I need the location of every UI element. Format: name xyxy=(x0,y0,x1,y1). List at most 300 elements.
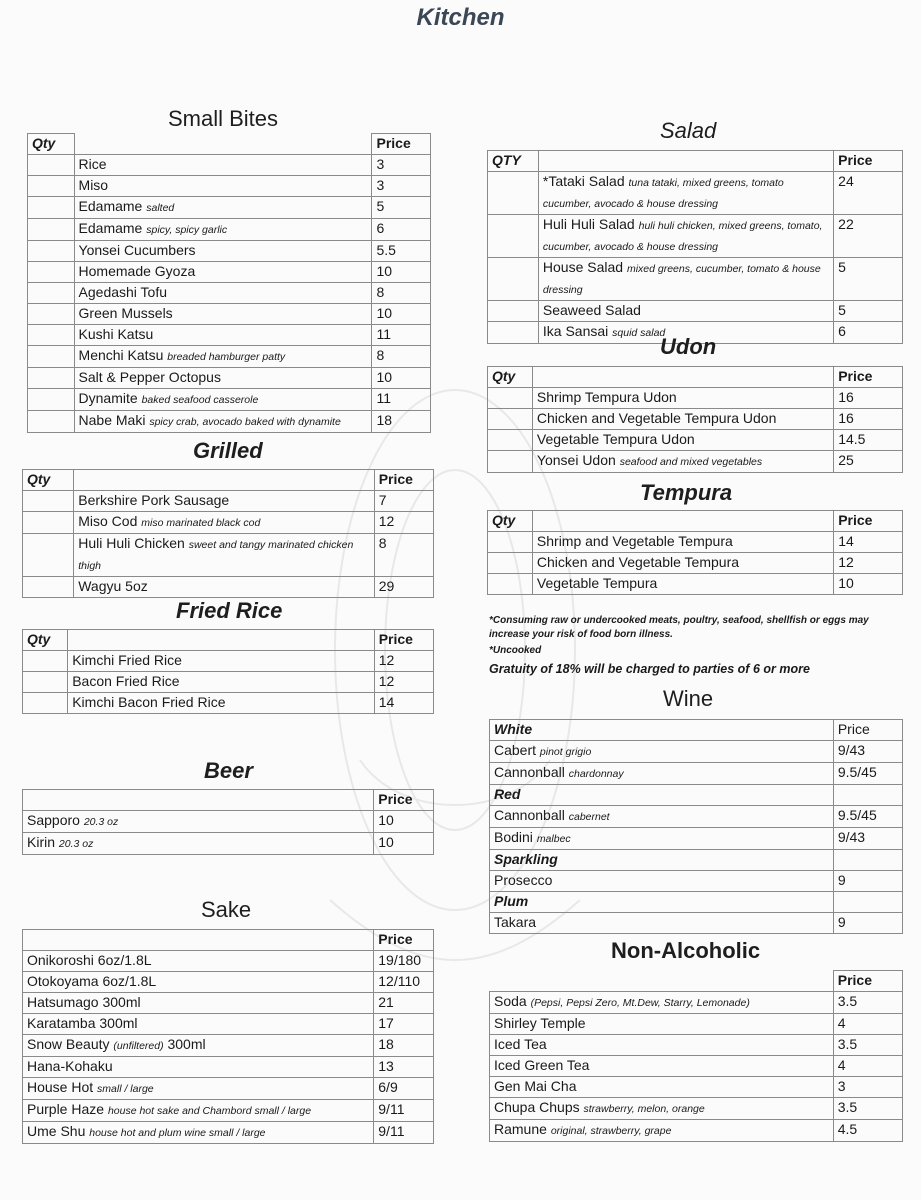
item-price: 17 xyxy=(374,1014,434,1035)
qty-cell xyxy=(488,258,539,301)
item-name: Bacon Fried Rice xyxy=(72,673,180,689)
qty-cell xyxy=(488,388,533,409)
item-name-cell xyxy=(538,258,833,301)
qty-cell xyxy=(28,389,75,411)
qty-cell xyxy=(488,322,539,344)
item-price: 10 xyxy=(374,811,434,833)
item-name-cell xyxy=(74,411,372,433)
fried-rice-title: Fried Rice xyxy=(176,598,283,623)
qty-cell xyxy=(488,215,539,258)
item-name: Purple Haze xyxy=(27,1101,105,1117)
price-header: Price xyxy=(834,151,903,172)
table-row xyxy=(23,972,434,993)
table-row xyxy=(28,176,431,197)
table-row xyxy=(23,1078,434,1100)
table-row xyxy=(23,1100,434,1122)
item-price: 14 xyxy=(374,693,433,714)
item-name-cell xyxy=(532,553,833,574)
item-name: Sapporo xyxy=(27,812,80,828)
table-row xyxy=(28,325,431,346)
item-name-cell xyxy=(490,871,834,892)
item-name: Miso xyxy=(78,177,109,193)
item-name-cell xyxy=(23,1035,374,1057)
item-name: Miso Cod xyxy=(78,513,138,529)
item-name: Agedashi Tofu xyxy=(78,284,168,300)
table-row xyxy=(490,1120,903,1142)
item-name-cell xyxy=(532,451,833,473)
item-price: 24 xyxy=(834,172,903,215)
item-name-cell xyxy=(23,1014,374,1035)
item-name: Iced Green Tea xyxy=(494,1057,590,1073)
item-name: Kimchi Bacon Fried Rice xyxy=(72,694,226,710)
wine-table xyxy=(489,719,903,934)
item-name: Kimchi Fried Rice xyxy=(72,652,182,668)
item-description: chardonnay xyxy=(568,768,624,780)
table-row xyxy=(488,388,903,409)
item-price: 9.5/45 xyxy=(833,806,902,828)
item-price: 5 xyxy=(834,301,903,322)
item-description: (Pepsi, Pepsi Zero, Mt.Dew, Starry, Lemonade) xyxy=(530,997,750,1009)
item-price: 3.5 xyxy=(833,992,902,1014)
item-name: Karatamba 300ml xyxy=(27,1015,138,1031)
item-name: Bodini xyxy=(494,829,533,845)
item-price: 3 xyxy=(372,155,431,176)
item-price: 10 xyxy=(372,304,431,325)
item-name-cell xyxy=(490,913,834,934)
item-name: Onikoroshi 6oz/1.8L xyxy=(27,952,152,968)
item-name-cell xyxy=(68,693,374,714)
item-price: 10 xyxy=(372,368,431,389)
item-name-cell xyxy=(74,534,374,577)
wine-group-header xyxy=(490,720,903,741)
qty-cell xyxy=(23,693,68,714)
item-price: 16 xyxy=(834,388,903,409)
small-bites-table xyxy=(27,133,431,433)
item-price: 19/180 xyxy=(374,951,434,972)
fried-rice-table xyxy=(22,629,434,714)
item-name: *Tataki Salad xyxy=(542,173,625,189)
item-name-cell xyxy=(490,1035,834,1056)
item-name-cell xyxy=(23,993,374,1014)
item-description: salted xyxy=(146,202,175,214)
item-price: 5 xyxy=(372,197,431,219)
item-price: 9/43 xyxy=(833,741,902,763)
item-name-cell xyxy=(490,992,834,1014)
item-name: Vegetable Tempura Udon xyxy=(536,431,695,447)
table-row xyxy=(23,1014,434,1035)
item-name: Cabert xyxy=(494,742,537,758)
item-name: Yonsei Cucumbers xyxy=(78,242,196,258)
table-row xyxy=(23,951,434,972)
table-row xyxy=(490,1014,903,1035)
item-name: Hana-Kohaku xyxy=(27,1058,113,1074)
item-name: Kushi Katsu xyxy=(78,326,154,342)
table-row xyxy=(23,672,434,693)
qty-cell xyxy=(488,172,539,215)
table-row xyxy=(490,871,903,892)
item-name-cell xyxy=(532,532,833,553)
grilled-table xyxy=(22,469,434,598)
item-price: 3 xyxy=(833,1077,902,1098)
item-name: Hatsumago 300ml xyxy=(27,994,141,1010)
item-price: 21 xyxy=(374,993,434,1014)
item-description: house hot sake and Chambord small / large xyxy=(107,1105,312,1117)
item-description: miso marinated black cod xyxy=(141,517,261,529)
small-bites-title: Small Bites xyxy=(168,106,279,131)
item-description: original, strawberry, grape xyxy=(550,1125,672,1137)
item-name-cell xyxy=(68,672,374,693)
item-price: 3.5 xyxy=(833,1035,902,1056)
item-name-cell xyxy=(23,972,374,993)
table-row xyxy=(28,197,431,219)
table-row xyxy=(490,741,903,763)
qty-cell xyxy=(488,409,533,430)
item-price: 5 xyxy=(834,258,903,301)
item-price: 9 xyxy=(833,913,902,934)
table-row xyxy=(490,1056,903,1077)
qty-cell xyxy=(488,430,533,451)
sake-table xyxy=(22,929,434,1144)
item-name: Yonsei Udon xyxy=(536,452,616,468)
item-name-cell xyxy=(538,301,833,322)
item-name-cell xyxy=(532,388,833,409)
item-name: Ika Sansai xyxy=(542,323,609,339)
wine-group-header xyxy=(490,892,903,913)
qty-cell xyxy=(23,672,68,693)
item-name: Rice xyxy=(78,156,107,172)
table-row xyxy=(23,491,434,512)
item-name: Salt & Pepper Octopus xyxy=(78,369,221,385)
item-name: House Salad xyxy=(542,259,624,275)
qty-cell xyxy=(488,451,533,473)
item-name-cell xyxy=(74,512,374,534)
table-row xyxy=(23,534,434,577)
item-price: 29 xyxy=(374,577,433,598)
item-name: Kirin xyxy=(27,834,56,850)
sake-title: Sake xyxy=(201,897,252,922)
item-name-cell xyxy=(490,1098,834,1120)
item-name-cell xyxy=(532,409,833,430)
item-description: small / large xyxy=(97,1083,154,1095)
item-price: 12 xyxy=(374,651,433,672)
price-header: Price xyxy=(374,470,433,491)
table-row xyxy=(28,155,431,176)
item-description: pinot grigio xyxy=(539,746,592,758)
qty-cell xyxy=(23,491,74,512)
item-name-cell xyxy=(74,176,372,197)
qty-cell xyxy=(28,368,75,389)
table-row xyxy=(490,913,903,934)
item-price: 6 xyxy=(372,219,431,241)
table-row xyxy=(488,409,903,430)
item-price: 9/43 xyxy=(833,828,902,850)
table-row xyxy=(488,451,903,473)
item-price: 13 xyxy=(374,1057,434,1078)
qty-cell xyxy=(23,512,74,534)
price-header: Price xyxy=(374,630,433,651)
qty-cell xyxy=(23,651,68,672)
item-price: 22 xyxy=(834,215,903,258)
wine-group-header xyxy=(490,850,903,871)
item-description: strawberry, melon, orange xyxy=(583,1103,705,1115)
table-row xyxy=(28,304,431,325)
empty-cell xyxy=(833,850,902,871)
item-description: mixed greens, cucumber, tomato & house dressing xyxy=(542,263,821,296)
qty-cell xyxy=(28,346,75,368)
item-name: Vegetable Tempura xyxy=(536,575,658,591)
table-row xyxy=(490,1098,903,1120)
item-description: squid salad xyxy=(612,327,666,339)
table-row xyxy=(28,241,431,262)
empty-cell xyxy=(833,892,902,913)
table-row xyxy=(23,651,434,672)
item-name-cell xyxy=(23,1057,374,1078)
item-description: huli huli chicken, mixed greens, tomato, cucumber, avocado & house dressing xyxy=(542,220,823,253)
item-description: seafood and mixed vegetables xyxy=(619,456,763,468)
table-row xyxy=(490,828,903,850)
table-row xyxy=(488,574,903,595)
item-price: 12 xyxy=(374,512,433,534)
item-price: 7 xyxy=(374,491,433,512)
table-row xyxy=(23,1122,434,1144)
wine-title: Wine xyxy=(663,686,714,711)
item-price: 3.5 xyxy=(833,1098,902,1120)
item-name-cell xyxy=(74,283,372,304)
item-name-cell xyxy=(74,368,372,389)
item-name: Homemade Gyoza xyxy=(78,263,196,279)
item-price: 9 xyxy=(833,871,902,892)
item-name-cell xyxy=(68,651,374,672)
item-name: Green Mussels xyxy=(78,305,173,321)
item-name: Cannonball xyxy=(494,807,565,823)
item-name-cell xyxy=(74,325,372,346)
item-name: Chicken and Vegetable Tempura xyxy=(536,554,740,570)
price-header: Price xyxy=(374,930,434,951)
wine-group-label: White xyxy=(490,720,834,741)
table-row xyxy=(28,219,431,241)
table-row xyxy=(23,512,434,534)
qty-cell xyxy=(23,534,74,577)
item-name: Berkshire Pork Sausage xyxy=(78,492,230,508)
item-price: 3 xyxy=(372,176,431,197)
price-header: Price xyxy=(833,971,902,992)
table-row xyxy=(23,811,434,833)
price-header: Price xyxy=(374,790,434,811)
qty-header: Qty xyxy=(23,630,68,651)
item-name-cell xyxy=(532,574,833,595)
wine-group-label: Sparkling xyxy=(490,850,834,871)
qty-cell xyxy=(28,155,75,176)
item-description: tuna tataki, mixed greens, tomato cucumber, avocado & house dressing xyxy=(542,177,784,210)
table-row xyxy=(23,1057,434,1078)
gratuity-note: Gratuity of 18% will be charged to parties of 6 or more xyxy=(489,662,810,676)
item-name: Nabe Maki xyxy=(78,412,146,428)
item-name-cell xyxy=(74,346,372,368)
qty-cell xyxy=(28,241,75,262)
item-name: House Hot xyxy=(27,1079,94,1095)
item-price: 14 xyxy=(834,532,903,553)
item-name: Chicken and Vegetable Tempura Udon xyxy=(536,410,777,426)
salad-table xyxy=(487,150,903,344)
item-name-cell xyxy=(490,1077,834,1098)
table-row xyxy=(490,763,903,785)
item-name-cell xyxy=(74,577,374,598)
item-name: Gen Mai Cha xyxy=(494,1078,577,1094)
item-name: Wagyu 5oz xyxy=(78,578,148,594)
table-row xyxy=(23,833,434,855)
beer-table xyxy=(22,789,434,855)
table-row xyxy=(488,172,903,215)
item-name: Otokoyama 6oz/1.8L xyxy=(27,973,157,989)
qty-cell xyxy=(488,301,539,322)
item-price: 25 xyxy=(834,451,903,473)
item-name-cell xyxy=(538,172,833,215)
price-header: Price xyxy=(833,720,902,741)
table-row xyxy=(488,215,903,258)
qty-cell xyxy=(488,574,533,595)
qty-cell xyxy=(28,411,75,433)
table-row xyxy=(28,389,431,411)
table-row xyxy=(488,532,903,553)
item-name: Cannonball xyxy=(494,764,565,780)
item-name: Shrimp and Vegetable Tempura xyxy=(536,533,733,549)
qty-cell xyxy=(23,577,74,598)
item-description: baked seafood casserole xyxy=(141,394,259,406)
item-price: 10 xyxy=(372,262,431,283)
item-price: 8 xyxy=(374,534,433,577)
item-name: Huli Huli Salad xyxy=(542,216,635,232)
item-name: Dynamite xyxy=(78,390,138,406)
salad-title: Salad xyxy=(660,118,717,143)
item-price: 4 xyxy=(833,1014,902,1035)
wine-group-label: Red xyxy=(490,785,834,806)
non-alcoholic-table xyxy=(489,970,903,1142)
item-name: Edamame xyxy=(78,198,143,214)
uncooked-note: *Uncooked xyxy=(489,645,542,656)
item-name-cell xyxy=(490,1014,834,1035)
table-row xyxy=(23,993,434,1014)
item-description: cabernet xyxy=(568,811,610,823)
item-name: Shrimp Tempura Udon xyxy=(536,389,677,405)
table-row xyxy=(28,283,431,304)
table-row xyxy=(488,258,903,301)
item-price: 5.5 xyxy=(372,241,431,262)
beer-title: Beer xyxy=(204,758,253,783)
item-name-cell xyxy=(490,741,834,763)
item-description: spicy crab, avocado baked with dynamite xyxy=(149,416,341,428)
qty-cell xyxy=(28,283,75,304)
item-description: (unfiltered) xyxy=(113,1040,164,1052)
price-header: Price xyxy=(372,134,431,155)
item-price: 4 xyxy=(833,1056,902,1077)
price-header: Price xyxy=(834,511,903,532)
item-price: 6/9 xyxy=(374,1078,434,1100)
table-row xyxy=(23,577,434,598)
table-row xyxy=(490,1035,903,1056)
item-name-cell xyxy=(23,1078,374,1100)
item-price: 11 xyxy=(372,325,431,346)
udon-title: Udon xyxy=(660,334,717,359)
item-name: Chupa Chups xyxy=(494,1099,580,1115)
item-name-cell xyxy=(490,1056,834,1077)
item-price: 12 xyxy=(374,672,433,693)
qty-header: QTY xyxy=(488,151,539,172)
item-name-cell xyxy=(23,833,374,855)
item-name-cell xyxy=(532,430,833,451)
page-title: Kitchen xyxy=(416,4,505,31)
qty-cell xyxy=(28,197,75,219)
qty-header: Qty xyxy=(488,367,533,388)
item-price: 9.5/45 xyxy=(833,763,902,785)
qty-cell xyxy=(28,176,75,197)
item-price: 12/110 xyxy=(374,972,434,993)
qty-cell xyxy=(28,262,75,283)
table-row xyxy=(28,262,431,283)
table-row xyxy=(490,992,903,1014)
item-name-cell xyxy=(74,241,372,262)
table-row xyxy=(23,1035,434,1057)
table-row xyxy=(490,1077,903,1098)
item-name-cell xyxy=(490,763,834,785)
qty-cell xyxy=(28,304,75,325)
raw-food-warning: *Consuming raw or undercooked meats, poultry, seafood, shellfish or eggs may increase your risk of food born illness. xyxy=(489,615,869,640)
item-name-cell xyxy=(74,491,374,512)
empty-cell xyxy=(833,785,902,806)
item-name-cell xyxy=(23,1122,374,1144)
item-name-cell xyxy=(74,219,372,241)
item-price: 14.5 xyxy=(834,430,903,451)
qty-header: Qty xyxy=(28,134,75,155)
item-price: 12 xyxy=(834,553,903,574)
table-row xyxy=(488,430,903,451)
item-name-cell xyxy=(74,389,372,411)
qty-cell xyxy=(28,219,75,241)
item-name: Snow Beauty xyxy=(27,1036,110,1052)
item-name-cell xyxy=(490,1120,834,1142)
item-price: 10 xyxy=(834,574,903,595)
item-name-cell xyxy=(490,806,834,828)
item-size: 300ml xyxy=(167,1036,206,1052)
qty-header: Qty xyxy=(488,511,533,532)
table-row xyxy=(488,553,903,574)
table-row xyxy=(23,693,434,714)
wine-group-header xyxy=(490,785,903,806)
item-name-cell xyxy=(23,1100,374,1122)
item-name: Soda xyxy=(494,993,527,1009)
item-name-cell xyxy=(74,304,372,325)
item-description: 20.3 oz xyxy=(83,816,119,828)
item-name: Edamame xyxy=(78,220,143,236)
item-price: 18 xyxy=(374,1035,434,1057)
non-alcoholic-title: Non-Alcoholic xyxy=(611,938,761,963)
qty-header: Qty xyxy=(23,470,74,491)
udon-table xyxy=(487,366,903,473)
item-price: 8 xyxy=(372,346,431,368)
item-description: spicy, spicy garlic xyxy=(146,224,228,236)
item-description: breaded hamburger patty xyxy=(167,351,286,363)
item-name: Iced Tea xyxy=(494,1036,547,1052)
tempura-title: Tempura xyxy=(640,480,733,505)
price-header: Price xyxy=(834,367,903,388)
qty-cell xyxy=(488,553,533,574)
item-name-cell xyxy=(74,197,372,219)
item-name-cell xyxy=(74,155,372,176)
qty-cell xyxy=(28,325,75,346)
item-price: 18 xyxy=(372,411,431,433)
item-price: 9/11 xyxy=(374,1122,434,1144)
grilled-title: Grilled xyxy=(193,438,263,463)
item-name-cell xyxy=(74,262,372,283)
